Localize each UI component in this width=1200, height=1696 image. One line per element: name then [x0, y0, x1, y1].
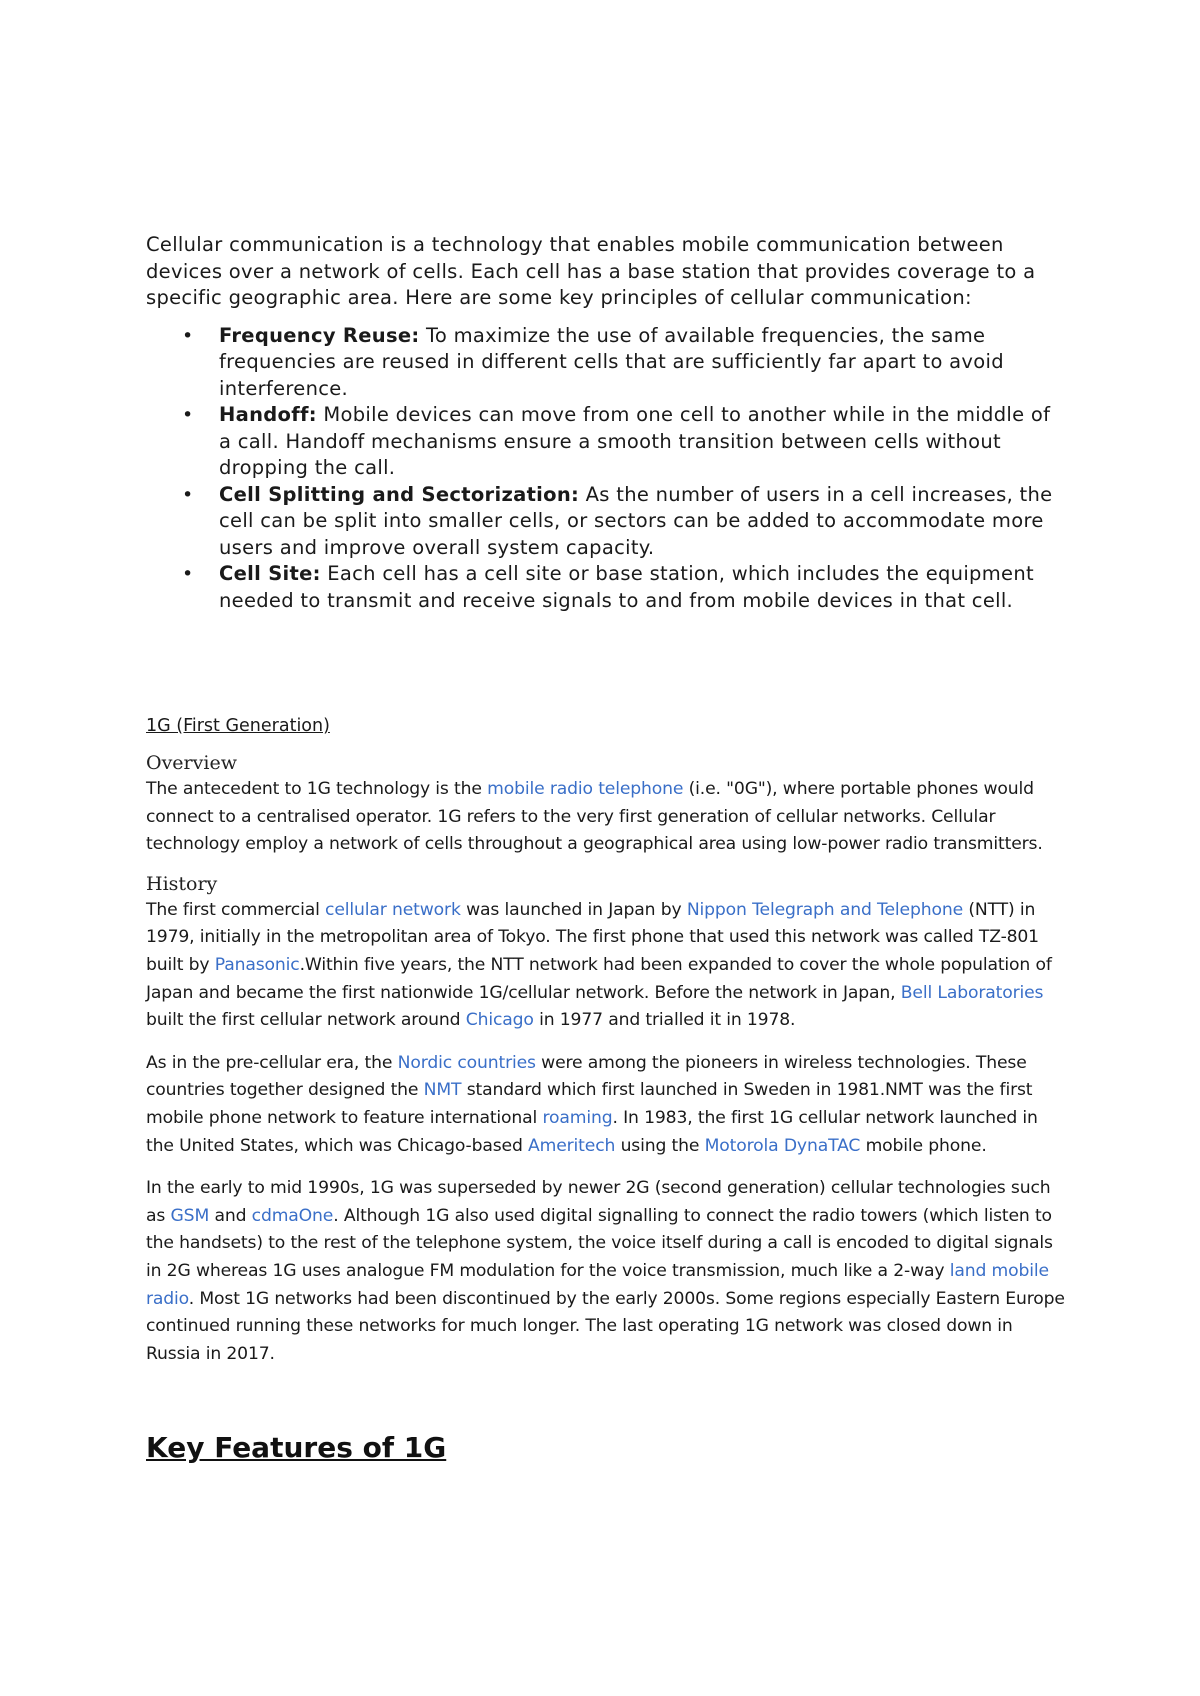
principle-term: Frequency Reuse:: [219, 323, 420, 347]
link-roaming[interactable]: roaming: [542, 1107, 613, 1128]
overview-paragraph: [146, 776, 1066, 859]
text-run: were among the pioneers in wireless technologies. These countries together designed the: [146, 1052, 1027, 1101]
text-run: . Most 1G networks had been discontinued by the early 2000s. Some regions especially Eastern Europe continued running these networks for much longer. The last operating 1G network was closed down in Russia in 2017.: [146, 1288, 1065, 1364]
history-paragraph-2: [146, 1050, 1066, 1160]
history-paragraph-1: [146, 897, 1066, 1035]
list-item: [146, 482, 1066, 562]
text-run: (i.e. "0G"), where portable phones would connect to a centralised operator. 1G refers to the very first generation of cellular networks. Cellular technology employ a network of cells throughout a geographical area using low-power radio transmitters.: [146, 779, 1043, 855]
text-run: and: [209, 1205, 252, 1226]
link-cellular-network[interactable]: cellular network: [325, 899, 461, 920]
text-run: built the first cellular network around: [146, 1010, 466, 1031]
principle-term: Handoff:: [219, 403, 317, 426]
text-run: As in the pre-cellular era, the: [146, 1052, 398, 1073]
text-run: . In 1983, the first 1G cellular network launched in the United States, which was Chicago-based: [146, 1107, 1038, 1156]
text-run: .Within five years, the NTT network had been expanded to cover the whole population of Japan and became the first nationwide 1G/cellular network. Before the network in Japan,: [146, 954, 1052, 1003]
list-item: [146, 323, 1066, 403]
text-run: standard which first launched in Sweden in 1981.NMT was the first mobile phone network to feature international: [146, 1080, 1033, 1128]
text-run: was launched in Japan by: [460, 899, 687, 920]
intro-paragraph: Cellular communication is a technology that enables mobile communication between devices over a network of cells. Each cell has a base station that provides coverage to a specific geographic area. Here are some key principles of cellular communication:: [146, 233, 1036, 309]
overview-heading: Overview: [146, 752, 237, 774]
link-chicago[interactable]: Chicago: [465, 1010, 534, 1031]
list-item: [146, 402, 1066, 482]
bullet-icon: •: [182, 324, 194, 347]
intro-section: [146, 232, 1066, 312]
text-run: . Although 1G also used digital signalling to connect the radio towers (which listen to the handsets) to the rest of the telephone system, the voice itself during a call is encoded to digital signals in 2G whereas 1G uses analogue FM modulation for the voice transmission, much like a 2-way: [146, 1205, 1053, 1281]
link-nordic-countries[interactable]: Nordic countries: [397, 1052, 536, 1073]
list-item: [146, 561, 1066, 614]
link-motorola-dynatac[interactable]: Motorola DynaTAC: [704, 1135, 861, 1156]
principle-term: Cell Splitting and Sectorization:: [219, 482, 580, 506]
key-features-heading: Key Features of 1G: [146, 1431, 447, 1465]
link-bell-laboratories[interactable]: Bell Laboratories: [900, 982, 1044, 1003]
text-run: The antecedent to 1G technology is the: [146, 779, 488, 799]
bullet-icon: •: [182, 483, 194, 506]
link-ameritech[interactable]: Ameritech: [528, 1135, 616, 1156]
bullet-icon: •: [182, 563, 194, 585]
text-run: In the early to mid 1990s, 1G was superseded by newer 2G (second generation) cellular technologies such as: [146, 1178, 1051, 1226]
principle-text: To maximize the use of available frequencies, the same frequencies are reused in different cells that are sufficiently far apart to avoid interference.: [219, 323, 1004, 400]
text-run: mobile phone.: [860, 1135, 987, 1156]
principle-text: Each cell has a cell site or base station, which includes the equipment needed to transmit and receive signals to and from mobile devices in that cell.: [219, 562, 1034, 612]
document-body: [146, 232, 1066, 1468]
text-run: in 1977 and trialled it in 1978.: [533, 1010, 796, 1031]
principle-text: Mobile devices can move from one cell to another while in the middle of a call. Handoff mechanisms ensure a smooth transition between cells without dropping the call.: [219, 403, 1051, 479]
principles-list: [146, 323, 1066, 615]
link-panasonic[interactable]: Panasonic: [214, 954, 300, 975]
link-gsm[interactable]: GSM: [170, 1205, 210, 1226]
link-mobile-radio-telephone[interactable]: mobile radio telephone: [487, 779, 684, 799]
section-title: 1G (First Generation): [146, 716, 330, 736]
link-land-mobile-radio[interactable]: land mobile radio: [146, 1260, 1049, 1309]
principle-term: Cell Site:: [219, 562, 321, 585]
link-cdmaone[interactable]: cdmaOne: [251, 1205, 334, 1226]
bullet-icon: •: [182, 404, 194, 426]
text-run: (NTT) in 1979, initially in the metropolitan area of Tokyo. The first phone that used this network was called TZ-801 built by: [146, 899, 1039, 975]
history-heading: History: [146, 872, 218, 895]
text-run: using the: [615, 1135, 705, 1156]
text-run: The first commercial: [146, 899, 326, 920]
history-paragraph-3: [146, 1175, 1066, 1368]
principle-text: As the number of users in a cell increases, the cell can be split into smaller cells, or sectors can be added to accommodate more users and improve overall system capacity.: [219, 482, 1053, 559]
link-nmt[interactable]: NMT: [423, 1080, 462, 1101]
link-nippon-telegraph[interactable]: Nippon Telegraph and Telephone: [686, 899, 963, 920]
